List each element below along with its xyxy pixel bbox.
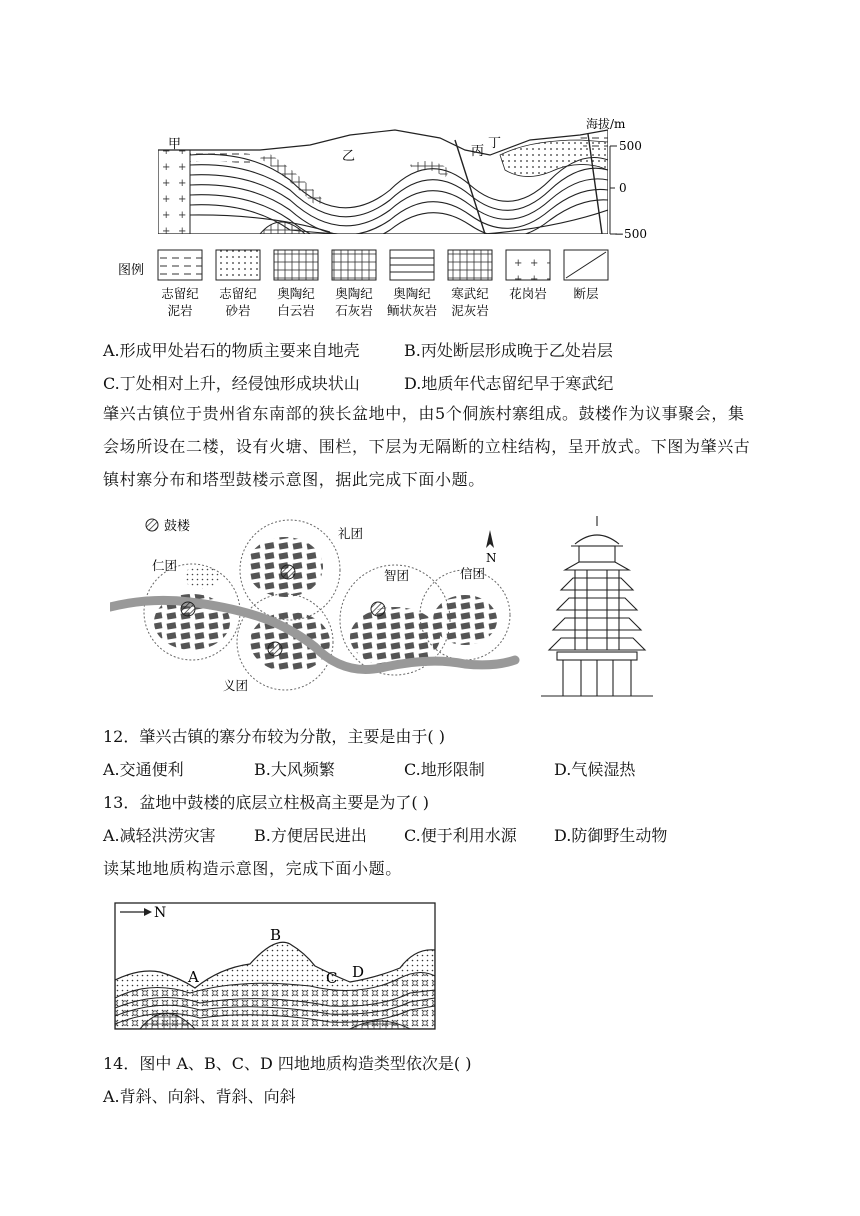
legend-l1-3: 奥陶纪 (335, 286, 373, 301)
legend-swatches (158, 250, 608, 280)
q13-stem: 13．盆地中鼓楼的底层立柱极高主要是为了( ) (103, 793, 429, 812)
geologic-structure-figure (110, 898, 440, 1034)
drum-tower-legend-label: 鼓楼 (164, 519, 191, 534)
legend-l1-5: 寒武纪 (451, 286, 489, 301)
legend-l2-4: 鲕状灰岩 (386, 303, 438, 318)
q11-option-b: B.丙处断层形成晚于乙处岩层 (404, 341, 613, 360)
q12-option-a: A.交通便利 (103, 760, 184, 779)
drum-tower-elevation-figure (535, 512, 660, 702)
q13-option-d: D.防御野生动物 (554, 826, 668, 845)
axis-tick-neg500: −500 (614, 227, 647, 241)
label-yi: 乙 (342, 149, 356, 164)
legend-l2-3: 石灰岩 (335, 303, 373, 318)
intro-geologic-structure: 读某地地质构造示意图，完成下面小题。 (103, 859, 402, 878)
legend-l2-0: 泥岩 (167, 303, 193, 318)
village-zhi: 智团 (384, 568, 410, 583)
altitude-axis (610, 146, 617, 234)
legend-title: 图例 (118, 263, 145, 278)
village-li: 礼团 (338, 526, 364, 541)
q13-option-b: B.方便居民进出 (254, 826, 367, 845)
label-ding: 丁 (488, 136, 502, 151)
q13-option-c: C.便于利用水源 (404, 826, 517, 845)
q11-option-c: C.丁处相对上升，经侵蚀形成块状山 (103, 374, 360, 393)
legend-l2-1: 砂岩 (225, 303, 251, 318)
q12-stem: 12．肇兴古镇的寨分布较为分散，主要是由于( ) (103, 727, 445, 746)
drum-tower-legend-icon (146, 519, 158, 531)
legend-l2-5: 泥灰岩 (451, 303, 489, 318)
legend-l1-6: 花岗岩 (509, 286, 547, 301)
q14-option-a: A.背斜、向斜、背斜、向斜 (103, 1087, 296, 1106)
q12-option-d: D.气候湿热 (554, 760, 636, 779)
q11-option-a: A.形成甲处岩石的物质主要来自地壳 (103, 341, 360, 360)
q13-option-a: A.减轻洪涝灾害 (103, 826, 216, 845)
q14-stem: 14．图中 A、B、C、D 四地地质构造类型依次是( ) (103, 1054, 472, 1073)
legend-l1-0: 志留纪 (161, 286, 199, 301)
point-a: A (188, 968, 199, 986)
axis-tick-0: 0 (619, 181, 627, 195)
point-d: D (352, 963, 365, 981)
point-c: C (326, 969, 338, 987)
point-b: B (270, 926, 282, 944)
axis-title: 海拔/m (586, 117, 626, 131)
legend-l1-1: 志留纪 (219, 286, 257, 301)
village-xin: 信团 (460, 566, 486, 581)
village-ren: 仁团 (152, 558, 178, 573)
label-bing: 丙 (471, 144, 485, 159)
q12-option-c: C.地形限制 (404, 760, 485, 779)
intro-zhaoxing-paragraph: 肇兴古镇位于贵州省东南部的狭长盆地中，由5个侗族村寨组成。鼓楼作为议事聚会，集会场所设在二楼，设有火塘、围栏，下层为无隔断的立柱结构，呈开放式。下图为肇兴古镇村寨分布和塔型鼓楼示意图，据此完成下面小题。 (103, 404, 751, 489)
geologic-cross-section-figure (110, 110, 670, 320)
axis-tick-500: 500 (619, 139, 642, 153)
village-map-figure (110, 512, 530, 702)
north-arrow-icon (486, 530, 497, 565)
q12-option-b: B.大风频繁 (254, 760, 335, 779)
north-label: N (486, 551, 497, 565)
north-label-fig3: N (154, 905, 167, 921)
legend-l1-2: 奥陶纪 (277, 286, 315, 301)
label-jia: 甲 (168, 137, 182, 152)
village-yi: 义团 (223, 678, 249, 693)
legend-l2-2: 白云岩 (277, 303, 315, 318)
legend-l1-4: 奥陶纪 (393, 286, 431, 301)
q11-option-d: D.地质年代志留纪早于寒武纪 (404, 374, 614, 393)
legend-l1-7: 断层 (573, 286, 599, 301)
